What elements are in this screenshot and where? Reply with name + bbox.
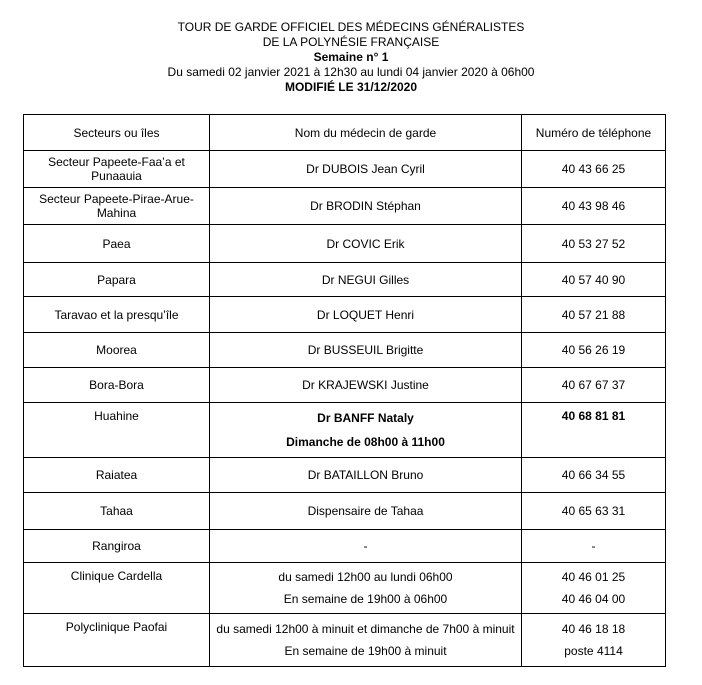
schedule-weekday: En semaine de 19h00 à minuit: [284, 644, 447, 658]
schedule-weekend: du samedi 12h00 au lundi 06h00: [278, 570, 453, 584]
table-row: [24, 188, 666, 225]
doctor-cell: [210, 403, 522, 458]
phone-cell: 40 53 27 52: [522, 225, 666, 263]
phone-number-1: 40 46 18 18: [561, 622, 626, 636]
schedule-weekday: En semaine de 19h00 à 06h00: [283, 592, 448, 606]
phone-cell: [522, 563, 666, 614]
sector-cell: Tahaa: [24, 493, 210, 530]
phone-cell: 40 65 63 31: [522, 493, 666, 530]
header-week-number: Semaine n° 1: [313, 50, 389, 64]
on-call-table: [23, 114, 666, 667]
table-row: [24, 458, 666, 493]
phone-cell: 40 57 40 90: [522, 263, 666, 297]
header-title-line1: TOUR DE GARDE OFFICIEL DES MÉDECINS GÉNÉRALISTES: [177, 20, 525, 34]
column-header-sector: Secteurs ou îles: [24, 115, 210, 151]
doctor-cell: Dr KRAJEWSKI Justine: [210, 368, 522, 403]
header-date-range: Du samedi 02 janvier 2021 à 12h30 au lundi 04 janvier 2020 à 06h00: [167, 65, 535, 79]
sector-cell: Papara: [24, 263, 210, 297]
table-row: [24, 151, 666, 188]
doctor-cell: [210, 563, 522, 614]
phone-cell: 40 68 81 81: [522, 403, 666, 458]
doctor-cell: [210, 614, 522, 667]
phone-cell: 40 66 34 55: [522, 458, 666, 493]
schedule-weekend: du samedi 12h00 à minuit et dimanche de 7h00 à minuit: [216, 622, 515, 636]
table-row: [24, 297, 666, 333]
table-row: [24, 530, 666, 563]
table-header-row: [24, 115, 666, 151]
doctor-cell: Dr COVIC Erik: [210, 225, 522, 263]
phone-cell: 40 43 66 25: [522, 151, 666, 188]
header-title-line2: DE LA POLYNÉSIE FRANÇAISE: [262, 35, 440, 49]
doctor-cell: Dr BATAILLON Bruno: [210, 458, 522, 493]
phone-cell: -: [522, 530, 666, 563]
doctor-cell: Dr BUSSEUIL Brigitte: [210, 333, 522, 368]
sector-cell: Paea: [24, 225, 210, 263]
sector-cell: Polyclinique Paofai: [24, 614, 210, 667]
table-row: [24, 368, 666, 403]
phone-extension: poste 4114: [564, 644, 623, 658]
doctor-cell: Dr LOQUET Henri: [210, 297, 522, 333]
document-header: [0, 20, 702, 95]
doctor-cell: Dr DUBOIS Jean Cyril: [210, 151, 522, 188]
doctor-cell: Dr NEGUI Gilles: [210, 263, 522, 297]
table-row: [24, 403, 666, 458]
table-row: [24, 614, 666, 667]
sector-cell: Moorea: [24, 333, 210, 368]
phone-cell: 40 67 67 37: [522, 368, 666, 403]
sector-cell: Raiatea: [24, 458, 210, 493]
doctor-cell: -: [210, 530, 522, 563]
phone-cell: 40 56 26 19: [522, 333, 666, 368]
phone-number-1: 40 46 01 25: [561, 570, 626, 584]
doctor-name: Dr BANFF Nataly: [317, 411, 414, 425]
table-row: [24, 225, 666, 263]
sector-cell: Rangiroa: [24, 530, 210, 563]
sector-cell: Taravao et la presqu’île: [24, 297, 210, 333]
sector-cell: Huahine: [24, 403, 210, 458]
table-row: [24, 333, 666, 368]
sector-cell: Clinique Cardella: [24, 563, 210, 614]
sector-cell: Secteur Papeete-Faa’a et Punaauia: [24, 151, 210, 188]
doctor-cell: Dr BRODIN Stéphan: [210, 188, 522, 225]
table-row: [24, 563, 666, 614]
phone-cell: 40 43 98 46: [522, 188, 666, 225]
phone-cell: [522, 614, 666, 667]
doctor-cell: Dispensaire de Tahaa: [210, 493, 522, 530]
column-header-phone: Numéro de téléphone: [522, 115, 666, 151]
phone-number-2: 40 46 04 00: [561, 592, 626, 606]
table-row: [24, 263, 666, 297]
column-header-doctor: Nom du médecin de garde: [210, 115, 522, 151]
sector-cell: Bora-Bora: [24, 368, 210, 403]
sector-cell: Secteur Papeete-Pirae-Arue-Mahina: [24, 188, 210, 225]
table-row: [24, 493, 666, 530]
header-modified-date: MODIFIÉ LE 31/12/2020: [284, 80, 418, 94]
phone-cell: 40 57 21 88: [522, 297, 666, 333]
doctor-schedule-note: Dimanche de 08h00 à 11h00: [286, 435, 445, 449]
